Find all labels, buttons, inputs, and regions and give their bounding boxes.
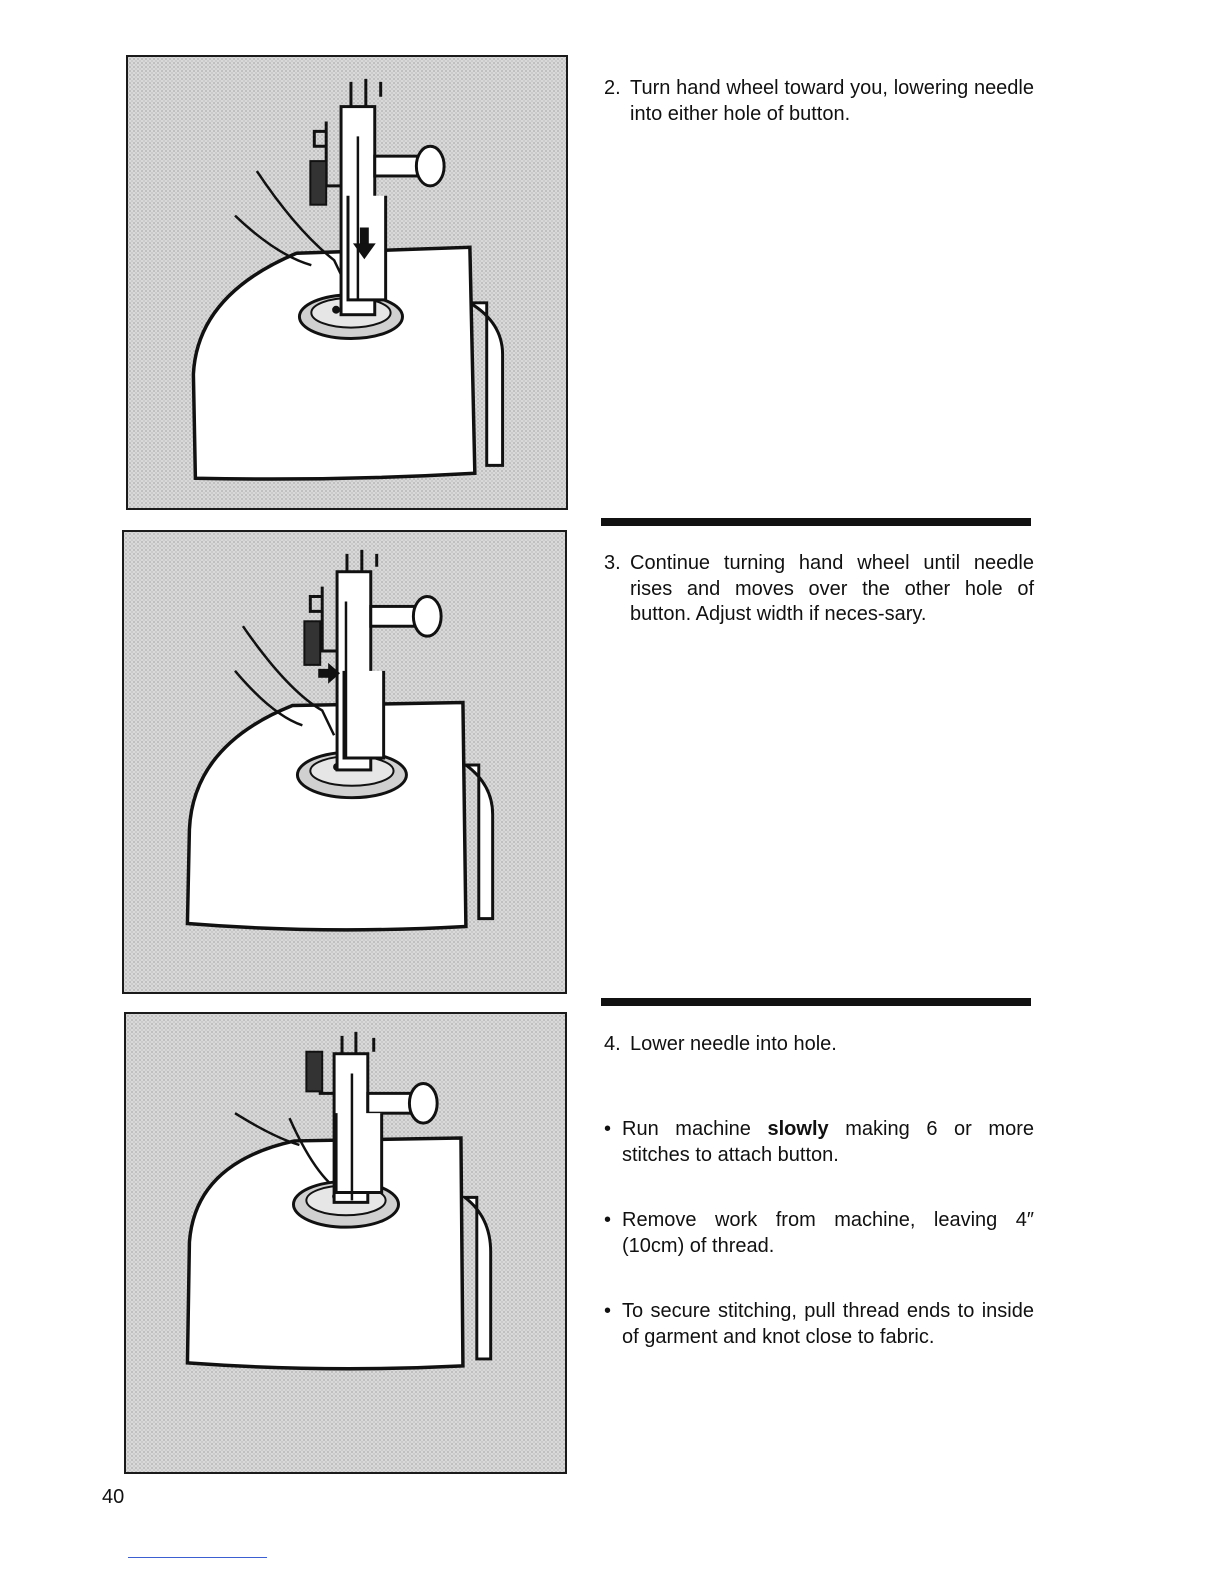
bullet-text: Remove work from machine, leaving 4″ (10cm) of thread.: [622, 1209, 1034, 1257]
sewing-machine-illustration-2: [124, 532, 565, 992]
bullet-text: Run machine slowly making 6 or more stitches to attach button.: [622, 1118, 1034, 1166]
step-text: Continue turning hand wheel until needle rises and moves over the other hole of button. Adjust width if neces-sary.: [630, 552, 1034, 625]
step-number: 4.: [604, 1033, 621, 1055]
illustration-panel-step-2: [126, 55, 568, 510]
bullet-text: To secure stitching, pull thread ends to inside of garment and knot close to fabric.: [622, 1300, 1034, 1348]
sewing-machine-illustration-1: [128, 57, 566, 508]
emphasis-slowly: slowly: [767, 1118, 829, 1140]
bullet-icon: •: [604, 1118, 612, 1140]
section-divider: [601, 518, 1031, 526]
step-text: Turn hand wheel toward you, lowering needle into either hole of button.: [630, 77, 1034, 125]
step-2-instruction: [604, 76, 1034, 127]
footer-rule: [128, 1557, 267, 1558]
step-number: 2.: [604, 77, 621, 99]
page-number: 40: [102, 1486, 125, 1508]
bullet-remove-work: [604, 1207, 1034, 1259]
section-divider: [601, 998, 1031, 1006]
bullet-icon: •: [604, 1209, 612, 1231]
bullet-icon: •: [604, 1300, 612, 1322]
step-4-instruction: [604, 1032, 1034, 1058]
illustration-panel-step-3: [122, 530, 567, 994]
bullet-secure-stitching: [604, 1298, 1034, 1350]
bullet-run-slowly: [604, 1116, 1034, 1168]
sewing-machine-illustration-3: [126, 1014, 565, 1472]
step-3-instruction: [604, 551, 1034, 628]
step-number: 3.: [604, 552, 621, 574]
illustration-panel-step-4: [124, 1012, 567, 1474]
step-text: Lower needle into hole.: [630, 1033, 837, 1055]
